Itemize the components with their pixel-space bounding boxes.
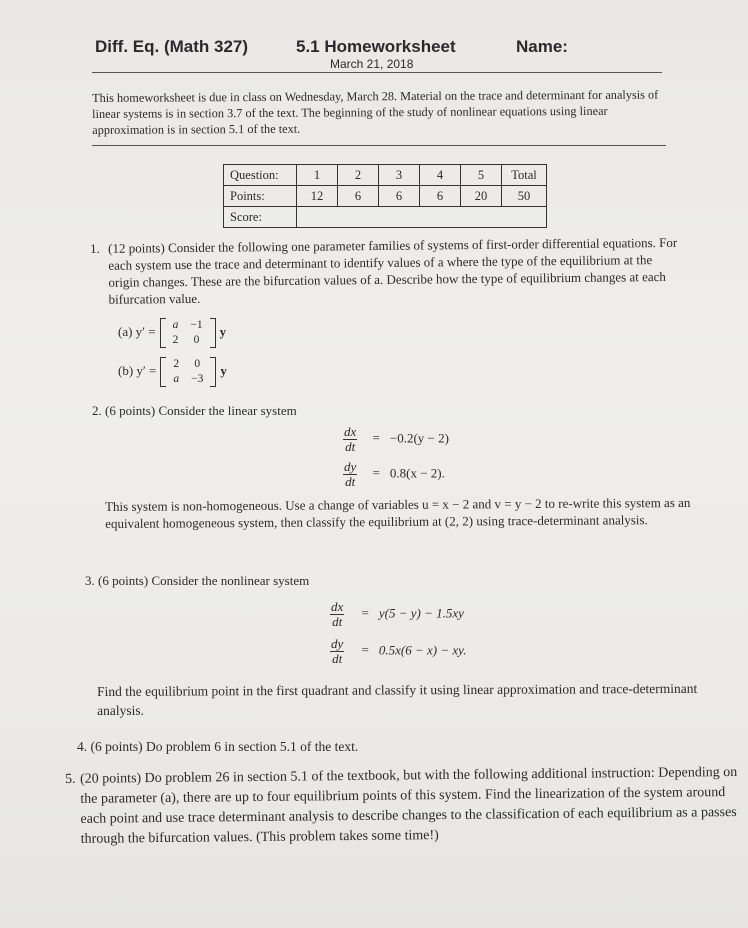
equation-rhs: −0.2(y − 2) bbox=[389, 430, 449, 446]
problem-2-intro bbox=[92, 402, 692, 419]
problem-1-text: (12 points) Consider the following one parameter families of systems of first-order differential equations. For each system use the trace and determinant to identify values of a where the type of the equilibrium at the origin changes. These are the bifurcation values of a. Describe how the type of equilibrium changes at each bifurcation value. bbox=[108, 234, 678, 307]
points-value: 6 bbox=[379, 186, 420, 207]
matrix-entry: 0 bbox=[193, 334, 200, 346]
score-table-score-row bbox=[224, 207, 547, 228]
problem-1a-label: (a) y′ = bbox=[118, 323, 156, 339]
matrix-entry: 0 bbox=[194, 358, 201, 370]
points-value: 6 bbox=[420, 186, 461, 207]
matrix-entry: 2 bbox=[173, 358, 180, 370]
problem-5 bbox=[65, 763, 741, 850]
score-row-label: Score: bbox=[224, 207, 297, 228]
derivative-dx-dt: $\frac{dx}{dt}$ bbox=[331, 599, 344, 629]
problem-1-number: 1. bbox=[90, 240, 100, 256]
question-number: 4 bbox=[420, 165, 461, 186]
problem-3-equation-1: $\frac{dx}{dt}$ = y(5 − y) − 1.5xy bbox=[331, 599, 464, 629]
question-number: 2 bbox=[338, 165, 379, 186]
question-number: 1 bbox=[297, 165, 338, 186]
problem-3-number: 3. bbox=[85, 573, 95, 588]
matrix-entry: −3 bbox=[191, 373, 204, 385]
problem-3-intro bbox=[85, 572, 685, 589]
problem-4-number: 4. bbox=[77, 739, 88, 754]
score-table-points-row bbox=[224, 186, 547, 207]
intro-divider bbox=[92, 145, 666, 146]
problem-2-equation-1: $\frac{dx}{dt}$ = −0.2(y − 2) bbox=[344, 424, 449, 454]
question-number: 3 bbox=[379, 165, 420, 186]
course-title: Diff. Eq. (Math 327) bbox=[95, 37, 249, 56]
score-table-question-row bbox=[224, 165, 547, 186]
derivative-dx-dt: $\frac{dx}{dt}$ bbox=[344, 424, 357, 454]
points-value: 12 bbox=[297, 186, 338, 207]
problem-3-text: Find the equilibrium point in the first quadrant and classify it using linear approximation and trace-determinant analysis. bbox=[97, 680, 698, 718]
problem-1 bbox=[90, 234, 681, 308]
problem-1b-matrix bbox=[160, 357, 216, 387]
problem-5-text: (20 points) Do problem 26 in section 5.1 of the textbook, but with the following additional instruction: Depending on the parameter (a), there are up to four equilibrium points of this system. Find the linearization of the system around each point and use trace determinant analysis to describe changes to the classification of each equilibrium as a passes through the bifurcation values. (This problem takes some time!) bbox=[80, 764, 738, 847]
problem-1a bbox=[118, 318, 226, 348]
equation-rhs: 0.5x(6 − x) − xy. bbox=[378, 642, 467, 658]
intro-paragraph: This homeworksheet is due in class on Wednesday, March 28. Material on the trace and determinant for analysis of linear systems is in section 3.7 of the text. The beginning of the study of nonlinear equations using linear approximation is in section 5.1 of the text. bbox=[92, 87, 659, 137]
derivative-dy-dt: $\frac{dy}{dt}$ bbox=[344, 459, 357, 489]
points-row-label: Points: bbox=[224, 186, 297, 207]
question-number: 5 bbox=[461, 165, 502, 186]
problem-3-intro-text: (6 points) Consider the nonlinear system bbox=[98, 573, 310, 588]
matrix-entry: a bbox=[172, 319, 179, 331]
problem-2-equation-2: $\frac{dy}{dt}$ = 0.8(x − 2). bbox=[344, 459, 445, 489]
problem-1b-label: (b) y′ = bbox=[118, 362, 157, 378]
score-table bbox=[223, 164, 547, 228]
vector-y: y bbox=[219, 323, 227, 339]
derivative-dy-dt: $\frac{dy}{dt}$ bbox=[331, 636, 344, 666]
points-value: 20 bbox=[461, 186, 502, 207]
problem-2-number: 2. bbox=[92, 403, 102, 418]
header-divider bbox=[92, 72, 662, 73]
problem-2-text: This system is non-homogeneous. Use a change of variables u = x − 2 and v = y − 2 to re-write this system as an equivalent homogeneous system, then classify the equilibrium at (2, 2) using trace-determinant analysis. bbox=[105, 494, 691, 531]
problem-5-number: 5. bbox=[65, 771, 76, 787]
score-cell bbox=[297, 207, 547, 228]
problem-1b bbox=[118, 357, 227, 387]
points-total: 50 bbox=[502, 186, 547, 207]
problem-2-intro-text: (6 points) Consider the linear system bbox=[105, 403, 297, 418]
matrix-entry: −1 bbox=[190, 319, 203, 331]
problem-4 bbox=[77, 738, 697, 755]
vector-y: y bbox=[220, 362, 227, 378]
worksheet-title: 5.1 Homeworksheet bbox=[296, 37, 456, 56]
equation-rhs: y(5 − y) − 1.5xy bbox=[378, 605, 464, 621]
worksheet-date: March 21, 2018 bbox=[330, 57, 414, 71]
problem-1a-matrix bbox=[160, 318, 216, 348]
matrix-entry: 2 bbox=[172, 334, 179, 346]
matrix-entry: a bbox=[173, 373, 180, 385]
problem-4-text: (6 points) Do problem 6 in section 5.1 of the text. bbox=[90, 739, 359, 754]
equation-rhs: 0.8(x − 2). bbox=[389, 465, 445, 481]
problem-3-equation-2: $\frac{dy}{dt}$ = 0.5x(6 − x) − xy. bbox=[331, 636, 467, 666]
question-row-label: Question: bbox=[224, 165, 297, 186]
question-total-header: Total bbox=[502, 165, 547, 186]
name-label: Name: bbox=[516, 37, 568, 56]
points-value: 6 bbox=[338, 186, 379, 207]
